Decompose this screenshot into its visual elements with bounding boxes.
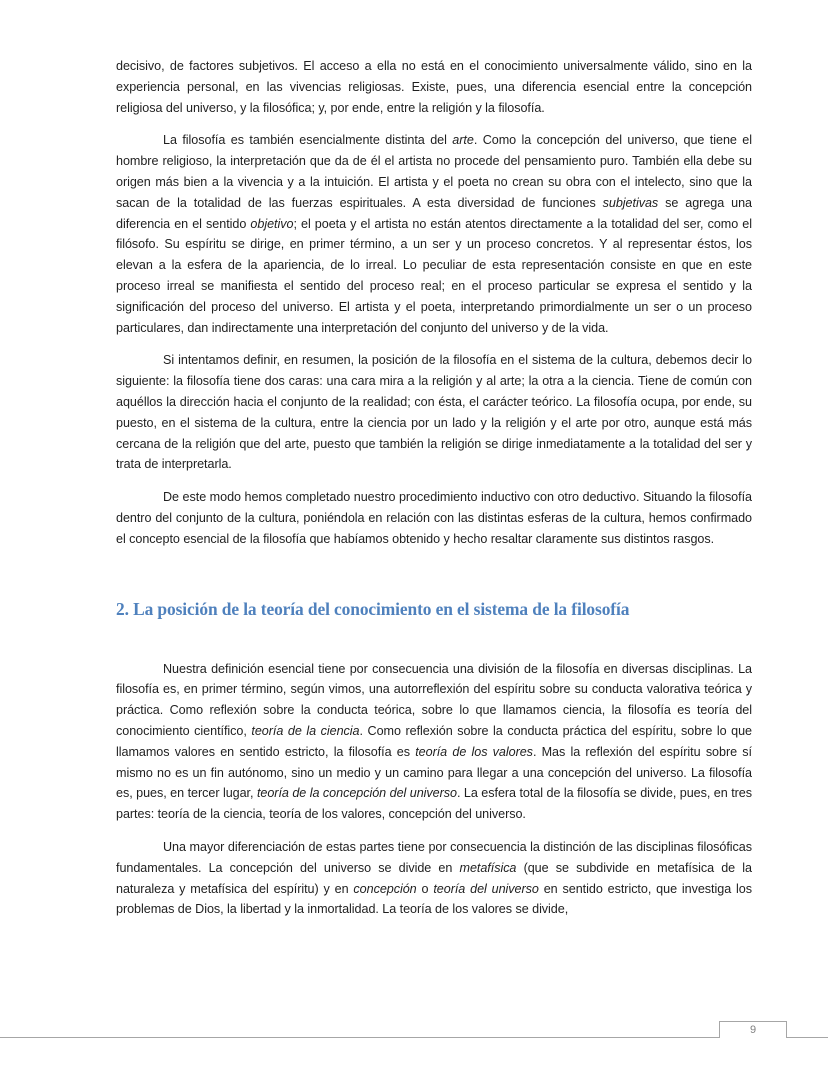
text-run: Nuestra definición esencial tiene por consecuencia una división de la filosofía en diversas disciplinas. La filosofía es, en primer término, según vimos, una autorreflexión del espíritu sobre su conducta valorativa teórica y práctica. Como reflexión sobre la conducta teórica, sobre lo que llamamos ciencia, la filosofía es teoría del conocimiento científico,: [116, 661, 752, 738]
paragraph-p3: [116, 350, 752, 475]
text-run: (que se subdivide en metafísica de la naturaleza y metafísica del espíritu) y en: [116, 860, 752, 896]
text-run: se agrega una diferencia en el sentido: [116, 195, 752, 231]
italic-text-run: teoría de la ciencia: [251, 723, 360, 738]
document-page: [116, 56, 752, 932]
italic-text-run: teoría de los valores: [415, 744, 533, 759]
italic-text-run: subjetivas: [602, 195, 659, 210]
text-run: La filosofía es también esencialmente distinta del: [163, 133, 453, 148]
italic-text-run: arte: [452, 133, 474, 148]
text-run: Si intentamos definir, en resumen, la posición de la filosofía en el sistema de la cultura, debemos decir lo siguiente: la filosofía tiene dos caras: una cara mira a la religión y al arte; la otra a la ciencia. Tiene de común con aquéllos la dirección hacia el conjunto de la realidad; con ésta, el carácter teórico. La filosofía ocupa, por ende, su puesto, en el sistema de la cultura, entre la ciencia por un lado y la religión y el arte por otro, aunque está más cercana de la religión que del arte, puesto que también la religión se dirige inmediatamente a la totalidad del ser y trata de interpretarla.: [116, 353, 752, 472]
footer-divider: [0, 1037, 828, 1038]
body-text-before: [116, 56, 752, 550]
text-run: . Mas la reflexión del espíritu sobre sí mismo no es un fin autónomo, sino un medio y un camino para llegar a una concepción del universo. La filosofía es, pues, en tercer lugar,: [116, 744, 752, 801]
text-run: De este modo hemos completado nuestro procedimiento inductivo con otro deductivo. Situando la filosofía dentro del conjunto de la cultura, poniéndola en relación con las distintas esferas de la cultura, hemos confirmado el concepto esencial de la filosofía que habíamos obtenido y hecho resaltar claramente sus distintos rasgos.: [116, 490, 752, 546]
text-run: ; el poeta y el artista no están atentos directamente a la totalidad del ser, como el filósofo. Su espíritu se dirige, en primer término, a un ser y un proceso concretos. Y al representar éstos, los elevan a la esfera de la apariencia, de lo irreal. Lo peculiar de esta representación consiste en que en este proceso irreal se manifiesta el sentido del proceso real; en el proceso particular se expresa el sentido y la significación del proceso del universo. El artista y el poeta, interpretando primordialmente un ser o un proceso particulares, dan indirectamente una interpretación del conjunto del universo y de la vida.: [116, 216, 752, 335]
text-run: decisivo, de factores subjetivos. El acceso a ella no está en el conocimiento universalmente válido, sino en la experiencia personal, en las vivencias religiosas. Existe, pues, una diferencia esencial entre la concepción religiosa del universo, y la filosófica; y, por ende, entre la religión y la filosofía.: [116, 59, 752, 115]
paragraph-p5: [116, 659, 752, 825]
italic-text-run: objetivo: [250, 216, 294, 231]
paragraph-p4: [116, 487, 752, 549]
section-heading: 2. La posición de la teoría del conocimiento en el sistema de la filosofía: [116, 598, 630, 619]
italic-text-run: concepción: [353, 881, 417, 896]
text-run: o: [416, 881, 434, 896]
text-run: . La esfera total de la filosofía se divide, pues, en tres partes: teoría de la ciencia, teoría de los valores, concepción del universo.: [116, 786, 752, 822]
text-run: Una mayor diferenciación de estas partes tiene por consecuencia la distinción de las disciplinas filosóficas fundamentales. La concepción del universo se divide en: [116, 839, 752, 875]
paragraph-p1: [116, 56, 752, 118]
text-run: . Como la concepción del universo, que tiene el hombre religioso, la interpretación que da de él el artista no procede del pensamiento puro. También ella debe su origen más bien a la vivencia y a la intuición. El artista y el poeta no crean su obra con el intelecto, sino que la sacan de la totalidad de las fuerzas espirituales. A esta diversidad de funciones: [116, 133, 753, 210]
text-run: . Como reflexión sobre la conducta práctica del espíritu, sobre lo que llamamos valores en sentido estricto, la filosofía es: [116, 723, 752, 759]
paragraph-p2: [116, 130, 752, 338]
italic-text-run: metafísica: [459, 860, 517, 875]
page-number: 9: [719, 1021, 787, 1038]
italic-text-run: teoría de la concepción del universo: [256, 786, 457, 801]
paragraph-p6: [116, 837, 752, 920]
italic-text-run: teoría del universo: [433, 881, 539, 896]
text-run: en sentido estricto, que investiga los problemas de Dios, la libertad y la inmortalidad. La teoría de los valores se divide,: [116, 881, 752, 917]
body-text-after: [116, 659, 752, 921]
